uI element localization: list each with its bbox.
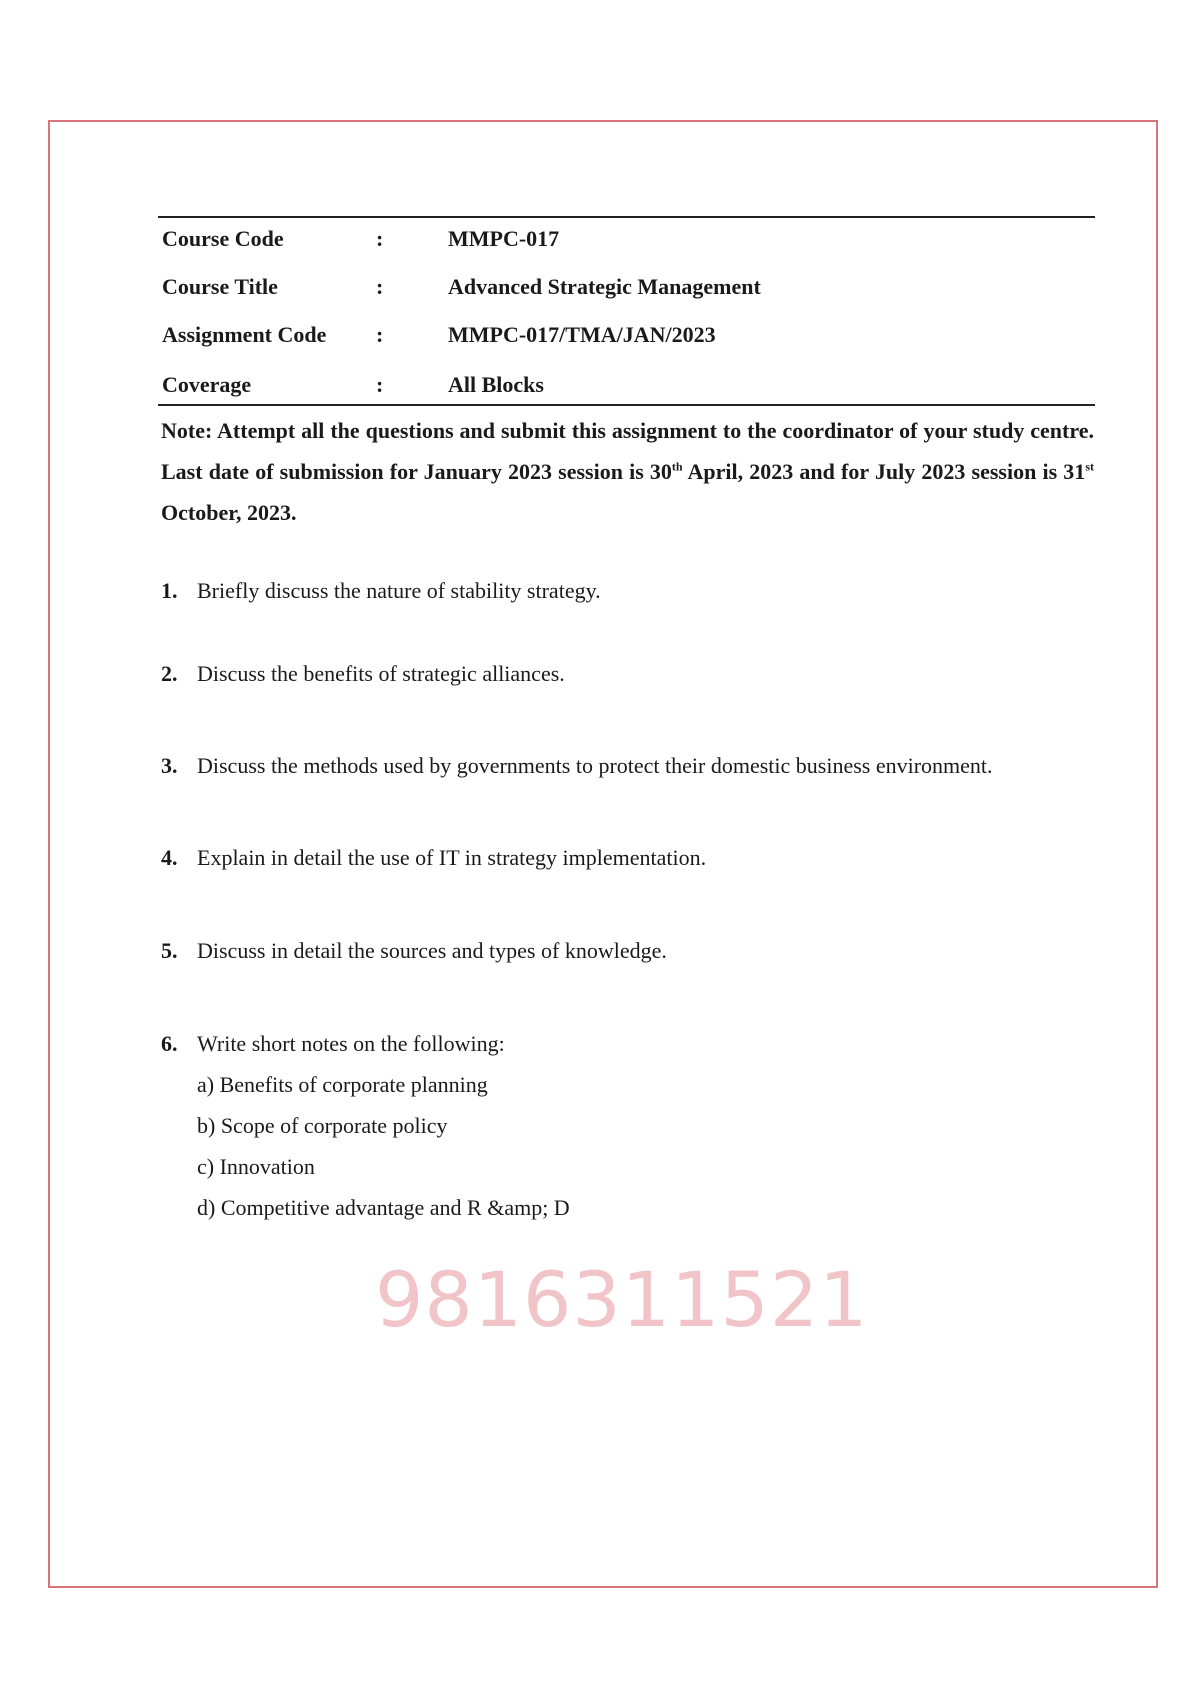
row-colon: : <box>376 372 384 397</box>
question-1 <box>161 578 601 604</box>
question-text: Discuss in detail the sources and types of knowledge. <box>197 938 667 963</box>
question-text: Discuss the benefits of strategic alliances. <box>197 661 565 686</box>
question-number: 6. <box>161 1031 178 1056</box>
row-value: Advanced Strategic Management <box>448 274 761 299</box>
question-text: Explain in detail the use of IT in strategy implementation. <box>197 845 707 870</box>
question-text: Write short notes on the following: <box>197 1031 505 1056</box>
coverage-row <box>158 362 1095 404</box>
question-6 <box>161 1031 505 1057</box>
submission-note <box>161 410 1094 533</box>
question-2 <box>161 661 565 687</box>
row-value: All Blocks <box>448 372 544 397</box>
note-text: Attempt all the questions and submit this assignment to the coordinator of your study centre. Last date of submission for January 2023 session is 30 <box>161 418 1094 484</box>
note-sup-th: th <box>671 459 683 474</box>
question-5 <box>161 938 667 964</box>
note-text: April, 2023 and for July 2023 session is 31 <box>682 459 1086 484</box>
question-4 <box>161 845 706 871</box>
course-code-row <box>158 218 1095 266</box>
question-number: 3. <box>161 753 178 778</box>
assignment-code-row <box>158 314 1095 362</box>
row-label: Course Title <box>162 274 278 299</box>
row-colon: : <box>376 226 384 251</box>
question-number: 1. <box>161 578 178 603</box>
row-label: Coverage <box>162 372 252 397</box>
row-colon: : <box>376 322 384 347</box>
phone-watermark: 9816311521 <box>375 1255 869 1344</box>
question-number: 4. <box>161 845 178 870</box>
course-title-row <box>158 266 1095 314</box>
row-value: MMPC-017/TMA/JAN/2023 <box>448 322 716 347</box>
course-info-table <box>158 216 1095 406</box>
row-label: Assignment Code <box>162 322 327 347</box>
question-number: 2. <box>161 661 178 686</box>
sub-item-c: c) Innovation <box>197 1154 315 1179</box>
row-value: MMPC-017 <box>448 226 560 251</box>
sub-item-d: d) Competitive advantage and R &amp; D <box>197 1195 570 1220</box>
note-prefix: Note: <box>161 418 213 443</box>
sub-item-a: a) Benefits of corporate planning <box>197 1072 488 1097</box>
row-label: Course Code <box>162 226 284 251</box>
row-colon: : <box>376 274 384 299</box>
question-3 <box>161 753 993 779</box>
question-text: Briefly discuss the nature of stability strategy. <box>197 578 601 603</box>
question-text: Discuss the methods used by governments to protect their domestic business environment. <box>197 753 993 778</box>
sub-item-b: b) Scope of corporate policy <box>197 1113 448 1138</box>
question-number: 5. <box>161 938 178 963</box>
note-text: October, 2023. <box>161 500 297 525</box>
note-sup-st: st <box>1085 459 1094 474</box>
